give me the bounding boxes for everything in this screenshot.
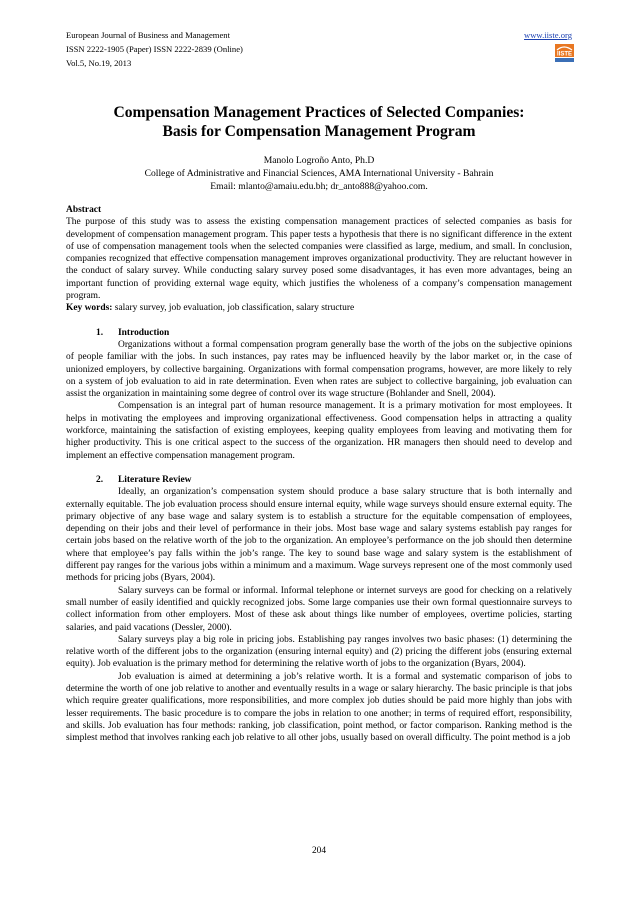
author-name: Manolo Logroño Anto, Ph.D [263, 155, 375, 166]
author-affiliation: College of Administrative and Financial Sciences, AMA International University - Bahrain [144, 168, 494, 179]
paragraph: Job evaluation is aimed at determining a job’s relative worth. It is a formal and systematic comparison of jobs to determine the worth of one job relative to another and eventually results in a wage or salary hierarchy. The basic principle is that jobs which require greater qualifications, more responsibilities, and more complex job duties should be paid more highly than jobs with lesser requirements. The basic procedure is to compare the jobs in relation to one another; in terms of required effort, responsibility, and skills. Job evaluation has four methods: ranking, job classification, point method, or factor comparison. Ranking method is the simplest method that involves ranking each job relative to all other jobs, usually based on overall difficulty. The point method is a job [66, 671, 572, 744]
iiste-logo [555, 44, 574, 62]
page-number: 204 [311, 846, 327, 856]
journal-url-link[interactable]: www.iiste.org [524, 30, 572, 40]
keywords [66, 302, 572, 314]
journal-issn: ISSN 2222-1905 (Paper) ISSN 2222-2839 (Online) [66, 44, 243, 54]
journal-volume: Vol.5, No.19, 2013 [66, 58, 132, 68]
section-heading-introduction [66, 327, 572, 339]
title-line-1: Compensation Management Practices of Selected Companies: [113, 104, 525, 121]
keywords-text: salary survey, job evaluation, job classification, salary structure [114, 303, 355, 314]
abstract-text: The purpose of this study was to assess the existing compensation management practices of selected companies as basis for development of compensation management program. This paper tests a hypothesis that there is no significant difference in the extent of use of compensation management tools when the selected companies were classified as large, medium, and small. In conclusion, companies recognized that effective compensation management improves organizational productivity. They are reluctant however in the conduct of salary survey. While conducting salary survey posed some disadvantages, it has even more advantages, being an important function of providing external wage equity, which justifies the wholeness of a company’s compensation management program. [66, 217, 572, 302]
paper-body [66, 204, 572, 744]
title-line-2: Basis for Compensation Management Program [162, 123, 476, 140]
logo-text: IISTE [556, 51, 573, 58]
keywords-label: Key words: [66, 303, 113, 314]
paragraph: Salary surveys play a big role in pricing jobs. Establishing pay ranges involves two basic phases: (1) determining the relative worth of the different jobs to the organization (ensuring internal equity) and (2) pricing the different jobs (ensuring external equity). Job evaluation is the primary method for determining the relative worth of jobs to the organization (Byars, 2004). [66, 634, 572, 670]
paragraph: Salary surveys can be formal or informal. Informal telephone or internet surveys are good for checking on a relatively small number of easily identified and quickly recognized jobs. Some large companies use their own formal questionnaire surveys to collect information from other employers. Most of these ask about things like number of employees, overtime policies, starting salaries, and paid vacations (Dessler, 2000). [66, 585, 572, 633]
section-number: 2. [96, 474, 104, 485]
section-heading-literature-review [66, 474, 572, 486]
section-title: Literature Review [118, 474, 192, 485]
paragraph: Organizations without a formal compensation program generally base the worth of the jobs on the subjective opinions of people familiar with the jobs. In such instances, pay rates may be influenced heavily by the labor market or, in the case of unionized employers, by collective bargaining. Organizations with formal compensation programs, however, are more likely to rely on a system of job evaluation to aid in rate determination. Even when rates are subject to collective bargaining, job evaluation can assist the organization in maintaining some degree of control over its wage structure (Bohlander and Snell, 2004). [66, 339, 572, 400]
paragraph: Ideally, an organization’s compensation system should produce a base salary structure that is both internally and externally equitable. The job evaluation process should ensure internal equity, while wage surveys should ensure external equity. The primary objective of any base wage and salary system is to establish a structure for the equitable compensation of employees, depending on their jobs and their level of performance in their jobs. Most base wage and salary systems establish pay ranges for certain jobs based on the relative worth of the job to the organization. An employee’s performance on the job should then determine where that employee’s pay falls within the job’s range. The key to sound base wage and salary system is the establishment of different pay ranges for the various jobs within a minimum and a maximum. Wage surveys represent one of the most commonly used methods for pricing jobs (Byars, 2004). [66, 487, 572, 584]
abstract-heading: Abstract [66, 205, 102, 215]
paper-title [66, 103, 572, 141]
journal-name: European Journal of Business and Management [66, 30, 230, 40]
section-number: 1. [96, 327, 104, 338]
paragraph: Compensation is an integral part of human resource management. It is a primary motivation for most employees. It helps in motivating the employees and improving organizational effectiveness. Good compensation helps in attracting a quality workforce, maintaining the satisfaction of existing employees, keeping quality employees from leaving and motivating them for higher productivity. This is one critical aspect to the success of the organization. HR managers then should need to develop and implement an effective compensation management program. [66, 401, 572, 461]
section-title: Introduction [118, 327, 170, 338]
author-email: Email: mlanto@amaiu.edu.bh; dr_anto888@yahoo.com. [210, 181, 428, 192]
